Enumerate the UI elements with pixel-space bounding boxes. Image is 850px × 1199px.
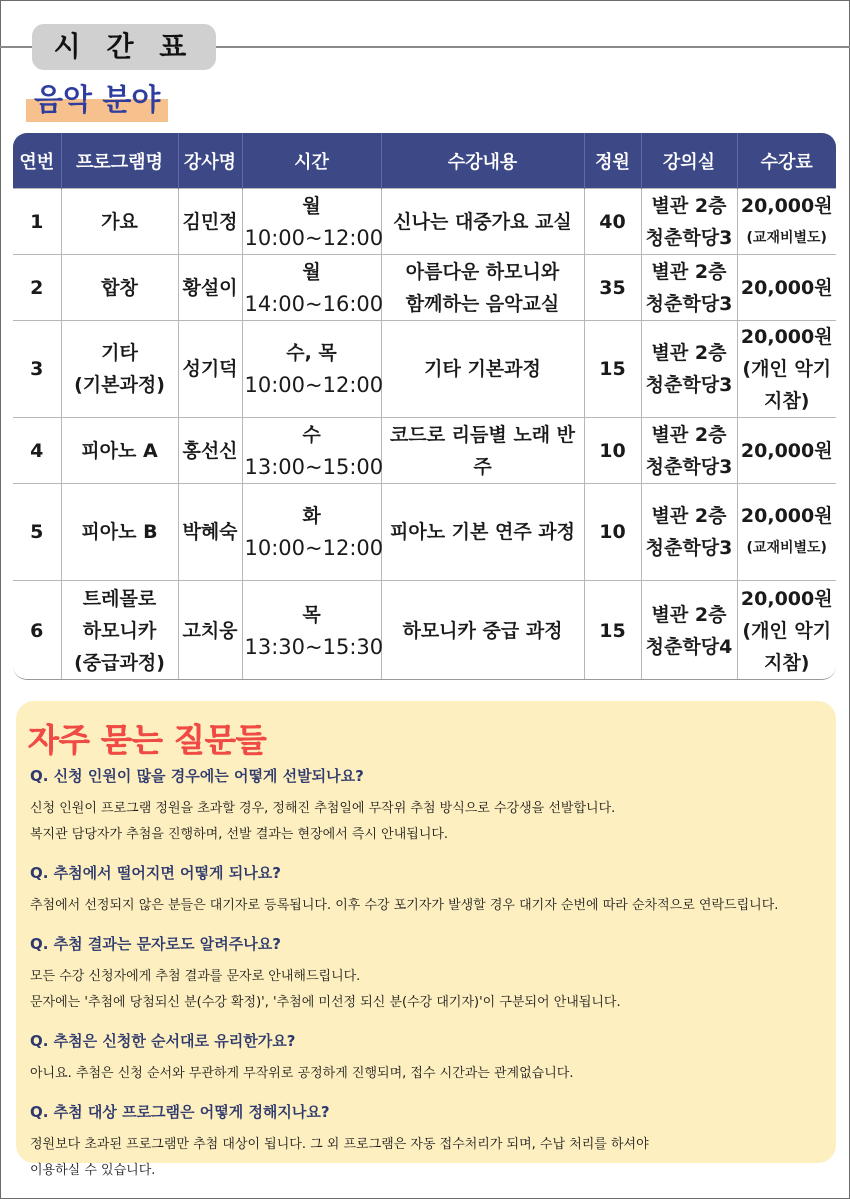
cell-time xyxy=(242,321,384,418)
cell-time xyxy=(242,484,384,581)
fee-amount: 20,000원 xyxy=(740,326,833,348)
room-line: 별관 2층 xyxy=(651,423,727,446)
table-row xyxy=(13,484,836,581)
time-day: 월 xyxy=(302,260,321,283)
column-header-0: 연번 xyxy=(13,133,61,189)
room-line: 별관 2층 xyxy=(651,603,727,626)
faq-item xyxy=(30,1030,830,1087)
faq-answer xyxy=(30,1061,830,1087)
program-line: 트레몰로 xyxy=(82,587,157,610)
faq-question: Q. 추첨 대상 프로그램은 어떻게 정해지나요? xyxy=(30,1103,330,1121)
fee-note: 지참) xyxy=(764,390,810,412)
column-header-3: 시간 xyxy=(242,133,381,189)
room-line: 청춘학당3 xyxy=(645,455,733,478)
cell-capacity: 40 xyxy=(584,189,641,255)
faq-question: Q. 추첨 결과는 문자로도 알려주나요? xyxy=(30,935,281,953)
cell-program xyxy=(61,581,178,681)
cell-content xyxy=(381,581,584,681)
cell-program xyxy=(61,418,178,484)
room-line: 별관 2층 xyxy=(651,194,727,217)
program-line: 가요 xyxy=(101,210,138,233)
faq-answer-line: 복지관 담당자가 추첨을 진행하며, 선발 결과는 현장에서 즉시 안내됩니다. xyxy=(30,827,449,842)
faq-answer xyxy=(30,1132,830,1184)
room-line: 청춘학당3 xyxy=(645,537,733,559)
schedule-table-container xyxy=(13,133,836,680)
program-line: 피아노 A xyxy=(81,439,158,462)
program-line: 하모니카 xyxy=(82,619,157,642)
faq-answer xyxy=(30,796,830,848)
faq-answer-line: 신청 인원이 프로그램 정원을 초과할 경우, 정해진 추첨일에 무작위 추첨 방식으로 수강생을 선발합니다. xyxy=(30,801,616,816)
cell-room xyxy=(641,418,737,484)
cell-number: 3 xyxy=(13,321,61,418)
fee-amount: 20,000원 xyxy=(740,194,833,217)
table-row xyxy=(13,189,836,255)
cell-content xyxy=(381,255,584,321)
content-line: 피아노 기본 연주 과정 xyxy=(389,521,576,543)
time-day: 화 xyxy=(302,505,321,527)
time-range: 13:30~15:30 xyxy=(244,634,384,659)
faq-answer-line: 정원보다 초과된 프로그램만 추첨 대상이 됩니다. 그 외 프로그램은 자동 접수처리가 되며, 수납 처리를 하셔야 xyxy=(30,1137,649,1152)
room-line: 청춘학당4 xyxy=(645,635,733,658)
fee-note: (교재비별도) xyxy=(746,229,827,246)
cell-room xyxy=(641,321,737,418)
timetable-tab-label: 시 간 표 xyxy=(32,24,216,70)
table-row xyxy=(13,255,836,321)
cell-capacity: 10 xyxy=(584,418,641,484)
room-line: 별관 2층 xyxy=(651,260,727,283)
program-line: 피아노 B xyxy=(81,521,158,543)
faq-item xyxy=(30,862,830,919)
faq-question: Q. 추첨은 신청한 순서대로 유리한가요? xyxy=(30,1032,296,1050)
cell-fee xyxy=(737,189,836,255)
content-line: 기타 기본과정 xyxy=(424,358,541,380)
cell-room xyxy=(641,189,737,255)
fee-note: (교재비별도) xyxy=(746,540,827,556)
room-line: 청춘학당3 xyxy=(645,374,733,396)
cell-room xyxy=(641,484,737,581)
time-day: 월 xyxy=(302,194,321,217)
cell-teacher: 김민정 xyxy=(178,189,242,255)
faq-answer-line: 아니요. 추첨은 신청 순서와 무관하게 무작위로 공정하게 진행되며, 접수 시간과는 관계없습니다. xyxy=(30,1066,574,1081)
time-day: 목 xyxy=(302,603,321,626)
cell-time xyxy=(242,418,384,484)
column-header-5: 정원 xyxy=(584,133,641,189)
cell-content xyxy=(381,418,584,484)
cell-number: 2 xyxy=(13,255,61,321)
content-line: 코드로 리듬별 노래 반주 xyxy=(389,423,576,478)
cell-number: 4 xyxy=(13,418,61,484)
faq-answer-line: 모든 수강 신청자에게 추첨 결과를 문자로 안내해드립니다. xyxy=(30,969,361,984)
faq-item xyxy=(30,933,830,1016)
cell-fee xyxy=(737,484,836,581)
cell-program xyxy=(61,321,178,418)
fee-amount: 20,000원 xyxy=(740,276,833,299)
cell-program xyxy=(61,484,178,581)
cell-room xyxy=(641,581,737,681)
cell-time xyxy=(242,581,384,681)
time-range: 14:00~16:00 xyxy=(244,291,384,316)
cell-capacity: 35 xyxy=(584,255,641,321)
time-day: 수 xyxy=(302,423,321,446)
cell-fee xyxy=(737,418,836,484)
faq-answer xyxy=(30,964,830,1016)
cell-number: 1 xyxy=(13,189,61,255)
cell-time xyxy=(242,255,384,321)
faq-section xyxy=(16,701,836,1178)
fee-note: (개인 악기 xyxy=(742,619,832,642)
time-range: 10:00~12:00 xyxy=(244,225,384,250)
faq-question: Q. 신청 인원이 많을 경우에는 어떻게 선발되나요? xyxy=(30,767,364,785)
cell-program xyxy=(61,189,178,255)
cell-program xyxy=(61,255,178,321)
cell-content xyxy=(381,321,584,418)
fee-amount: 20,000원 xyxy=(740,439,833,462)
time-range: 10:00~12:00 xyxy=(244,373,384,397)
program-line: 합창 xyxy=(101,276,138,299)
cell-capacity: 10 xyxy=(584,484,641,581)
faq-item xyxy=(30,1101,830,1184)
room-line: 청춘학당3 xyxy=(645,226,733,249)
column-header-6: 강의실 xyxy=(641,133,737,189)
fee-note: 지참) xyxy=(764,651,810,674)
faq-item xyxy=(30,765,830,848)
cell-number: 5 xyxy=(13,484,61,581)
faq-answer-line: 이용하실 수 있습니다. xyxy=(30,1163,156,1178)
table-row xyxy=(13,418,836,484)
time-range: 13:00~15:00 xyxy=(244,454,384,479)
cell-capacity: 15 xyxy=(584,321,641,418)
cell-fee xyxy=(737,321,836,418)
fee-amount: 20,000원 xyxy=(740,505,833,527)
cell-room xyxy=(641,255,737,321)
faq-answer xyxy=(30,893,830,919)
cell-teacher: 고치웅 xyxy=(178,581,242,681)
content-line: 하모니카 중급 과정 xyxy=(402,619,563,642)
cell-teacher: 성기덕 xyxy=(178,321,242,418)
table-header-row xyxy=(13,133,836,189)
faq-answer-line: 문자에는 '추첨에 당첨되신 분(수강 확정)', '추첨에 미선정 되신 분(수강 대기자)'이 구분되어 안내됩니다. xyxy=(30,995,621,1010)
table-row xyxy=(13,321,836,418)
cell-teacher: 박혜숙 xyxy=(178,484,242,581)
room-line: 별관 2층 xyxy=(651,505,727,527)
content-line: 함께하는 음악교실 xyxy=(405,292,560,315)
cell-capacity: 15 xyxy=(584,581,641,681)
column-header-4: 수강내용 xyxy=(381,133,584,189)
column-header-1: 프로그램명 xyxy=(61,133,178,189)
faq-answer-line: 추첨에서 선정되지 않은 분들은 대기자로 등록됩니다. 이후 수강 포기자가 발생할 경우 대기자 순번에 따라 순차적으로 연락드립니다. xyxy=(30,898,779,913)
room-line: 청춘학당3 xyxy=(645,292,733,315)
cell-fee xyxy=(737,581,836,681)
column-header-2: 강사명 xyxy=(178,133,242,189)
cell-time xyxy=(242,189,384,255)
cell-content xyxy=(381,189,584,255)
content-line: 신나는 대중가요 교실 xyxy=(393,210,572,233)
table-row xyxy=(13,581,836,681)
program-line: 기타 xyxy=(101,342,138,364)
room-line: 별관 2층 xyxy=(651,342,727,364)
faq-question: Q. 추첨에서 떨어지면 어떻게 되나요? xyxy=(30,864,281,882)
fee-note: (개인 악기 xyxy=(742,358,832,380)
faq-list xyxy=(30,765,830,1198)
schedule-table xyxy=(13,133,836,680)
column-header-7: 수강료 xyxy=(737,133,836,189)
faq-title: 자주 묻는 질문들 xyxy=(28,721,267,759)
cell-teacher: 홍선신 xyxy=(178,418,242,484)
time-range: 10:00~12:00 xyxy=(244,536,384,560)
cell-teacher: 황설이 xyxy=(178,255,242,321)
cell-number: 6 xyxy=(13,581,61,681)
program-line: (기본과정) xyxy=(74,374,165,396)
cell-content xyxy=(381,484,584,581)
fee-amount: 20,000원 xyxy=(740,587,833,610)
section-title: 음악 분야 xyxy=(26,80,168,122)
content-line: 아름다운 하모니와 xyxy=(405,260,560,283)
cell-fee xyxy=(737,255,836,321)
table-body xyxy=(13,189,836,681)
time-day: 수, 목 xyxy=(286,342,337,364)
program-line: (중급과정) xyxy=(74,651,165,674)
